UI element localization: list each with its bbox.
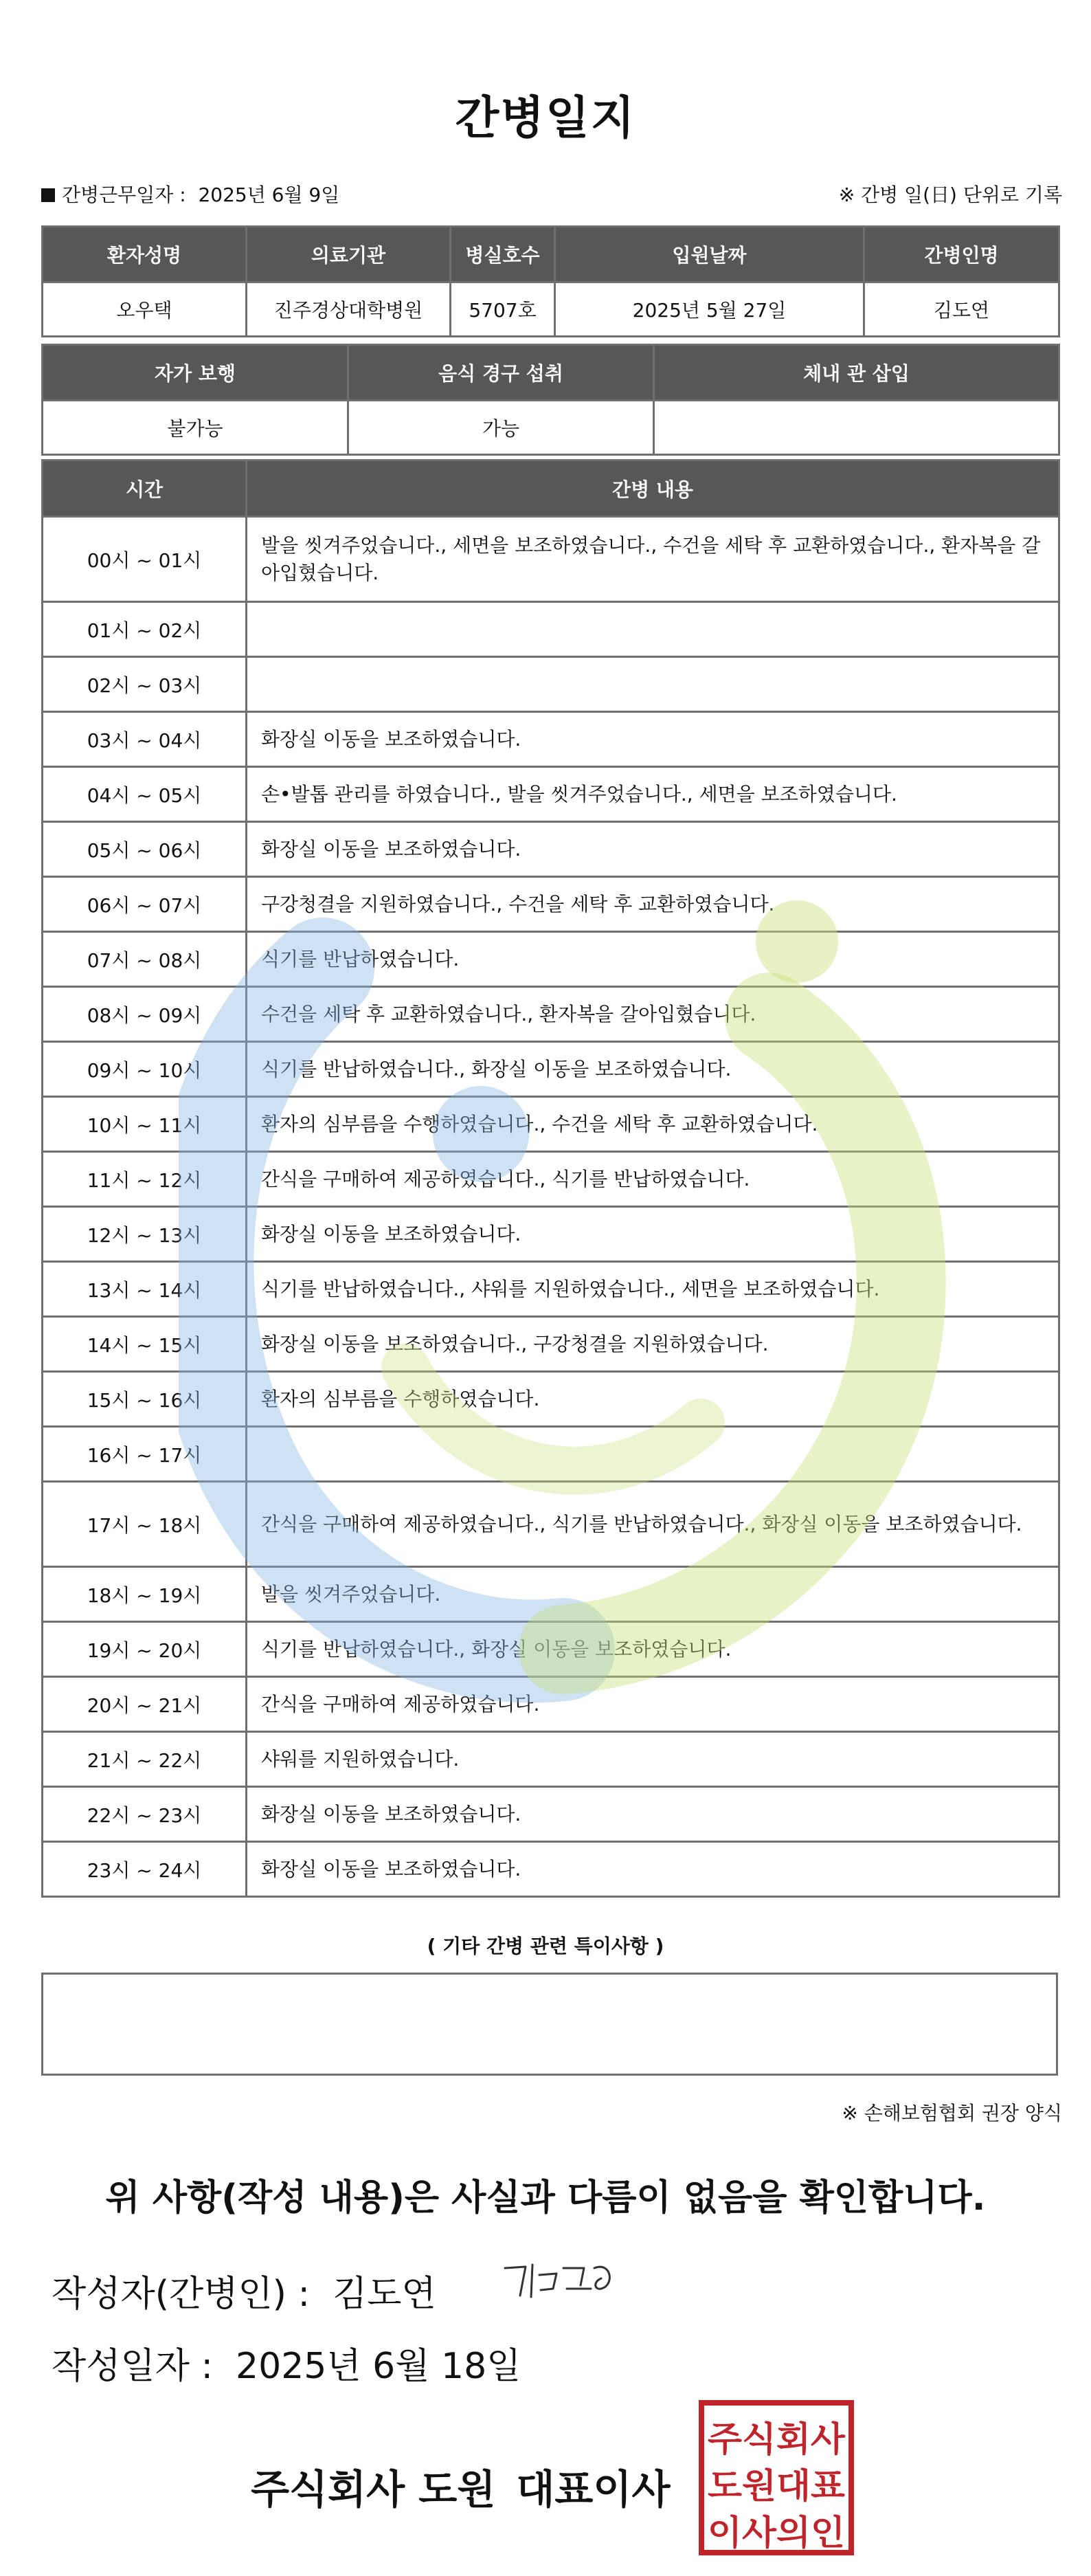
row-content: 손•발톱 관리를 하였습니다., 발을 씻겨주었습니다., 세면을 보조하였습니다. (247, 767, 1059, 822)
table-row (43, 1152, 1059, 1207)
table-row (43, 657, 1059, 712)
row-content: 수건을 세탁 후 교환하였습니다., 환자복을 갈아입혔습니다. (247, 987, 1059, 1042)
table-row (43, 767, 1059, 822)
row-time: 00시 ~ 01시 (43, 517, 247, 602)
care-log-table (41, 459, 1060, 1898)
work-date-line (41, 180, 339, 208)
row-content: 화장실 이동을 보조하였습니다. (247, 1842, 1059, 1897)
header-oral-intake: 음식 경구 섭취 (348, 345, 654, 401)
handwritten-signature (498, 2247, 622, 2309)
row-content (247, 602, 1059, 657)
row-time: 12시 ~ 13시 (43, 1207, 247, 1262)
svg-text:이사의인: 이사의인 (708, 2513, 845, 2553)
table-row (43, 1042, 1059, 1097)
row-time: 16시 ~ 17시 (43, 1427, 247, 1482)
row-content: 간식을 구매하여 제공하였습니다., 식기를 반납하였습니다., 화장실 이동을 보조하였습니다. (247, 1482, 1059, 1567)
header-hospital: 의료기관 (247, 227, 451, 282)
patient-info-table (41, 225, 1060, 337)
table-row (43, 1372, 1059, 1427)
confirm-statement: 위 사항(작성 내용)은 사실과 다름이 없음을 확인합니다. (105, 2177, 986, 2219)
row-content: 간식을 구매하여 제공하였습니다., 식기를 반납하였습니다. (247, 1152, 1059, 1207)
row-time: 14시 ~ 15시 (43, 1317, 247, 1372)
walking-value: 불가능 (43, 401, 348, 455)
header-tube: 체내 관 삽입 (654, 345, 1059, 401)
row-time: 03시 ~ 04시 (43, 712, 247, 767)
table-row (43, 1567, 1059, 1622)
hospital-name: 진주경상대학병원 (247, 282, 451, 337)
row-time: 07시 ~ 08시 (43, 932, 247, 987)
row-content: 화장실 이동을 보조하였습니다. (247, 1787, 1059, 1842)
table-row (43, 1262, 1059, 1317)
row-content: 간식을 구매하여 제공하였습니다. (247, 1677, 1059, 1732)
unit-note: ※ 간병 일(日) 단위로 기록 (838, 184, 1062, 206)
row-time: 05시 ~ 06시 (43, 822, 247, 877)
row-time: 08시 ~ 09시 (43, 987, 247, 1042)
header-content: 간병 내용 (247, 460, 1059, 517)
table-row (43, 1842, 1059, 1897)
table-row (43, 1622, 1059, 1677)
company-seal-stamp (697, 2399, 855, 2557)
row-time: 06시 ~ 07시 (43, 877, 247, 932)
company-line (251, 2457, 691, 2515)
row-content: 구강청결을 지원하였습니다., 수건을 세탁 후 교환하였습니다. (247, 877, 1059, 932)
table-row (43, 1732, 1059, 1787)
patient-status-table (41, 344, 1060, 456)
work-date-label: 간병근무일자 : (62, 184, 186, 206)
table-row (43, 987, 1059, 1042)
table-row (43, 602, 1059, 657)
writer-line (52, 2265, 436, 2316)
tube-value (654, 401, 1059, 455)
row-time: 23시 ~ 24시 (43, 1842, 247, 1897)
row-content: 화장실 이동을 보조하였습니다. (247, 712, 1059, 767)
row-time: 19시 ~ 20시 (43, 1622, 247, 1677)
row-content: 환자의 심부름을 수행하였습니다. (247, 1372, 1059, 1427)
table-row (43, 1787, 1059, 1842)
table-row (43, 712, 1059, 767)
row-time: 01시 ~ 02시 (43, 602, 247, 657)
row-content: 식기를 반납하였습니다., 화장실 이동을 보조하였습니다. (247, 1042, 1059, 1097)
row-time: 04시 ~ 05시 (43, 767, 247, 822)
table-row (43, 1097, 1059, 1152)
row-content: 화장실 이동을 보조하였습니다., 구강청결을 지원하였습니다. (247, 1317, 1059, 1372)
row-content: 발을 씻겨주었습니다., 세면을 보조하였습니다., 수건을 세탁 후 교환하였습니다., 환자복을 갈아입혔습니다. (247, 517, 1059, 602)
row-time: 09시 ~ 10시 (43, 1042, 247, 1097)
write-date-value: 2025년 6월 18일 (236, 2346, 521, 2387)
write-date-label: 작성일자 : (52, 2346, 213, 2387)
square-bullet-icon (41, 188, 55, 202)
table-row (43, 877, 1059, 932)
row-time: 10시 ~ 11시 (43, 1097, 247, 1152)
table-row (43, 1677, 1059, 1732)
room-number: 5707호 (451, 282, 555, 337)
header-time: 시간 (43, 460, 247, 517)
row-time: 11시 ~ 12시 (43, 1152, 247, 1207)
notes-box (41, 1973, 1058, 2076)
caregiver-name: 김도연 (864, 282, 1059, 337)
row-time: 02시 ~ 03시 (43, 657, 247, 712)
work-date-value: 2025년 6월 9일 (198, 184, 340, 206)
patient-name: 오우택 (43, 282, 247, 337)
table-row (43, 1482, 1059, 1567)
header-patient-name: 환자성명 (43, 227, 247, 282)
header-caregiver: 간병인명 (864, 227, 1059, 282)
row-content: 환자의 심부름을 수행하였습니다., 수건을 세탁 후 교환하였습니다. (247, 1097, 1059, 1152)
row-content: 식기를 반납하였습니다., 샤워를 지원하였습니다., 세면을 보조하였습니다. (247, 1262, 1059, 1317)
table-row (43, 517, 1059, 602)
row-time: 13시 ~ 14시 (43, 1262, 247, 1317)
writer-label: 작성자(간병인) : (52, 2274, 311, 2315)
writer-name: 김도연 (333, 2274, 436, 2315)
row-time: 15시 ~ 16시 (43, 1372, 247, 1427)
company-title: 대표이사 (516, 2466, 671, 2513)
table-row (43, 1427, 1059, 1482)
row-content: 식기를 반납하였습니다., 화장실 이동을 보조하였습니다. (247, 1622, 1059, 1677)
row-time: 20시 ~ 21시 (43, 1677, 247, 1732)
recommend-note: ※ 손해보험협회 권장 양식 (842, 2102, 1062, 2124)
row-content: 발을 씻겨주었습니다. (247, 1567, 1059, 1622)
svg-text:주식회사: 주식회사 (708, 2419, 846, 2459)
oral-intake-value: 가능 (348, 401, 654, 455)
row-time: 21시 ~ 22시 (43, 1732, 247, 1787)
header-admission-date: 입원날짜 (555, 227, 864, 282)
table-row (43, 1317, 1059, 1372)
header-room: 병실호수 (451, 227, 555, 282)
page-title: 간병일지 (455, 91, 636, 144)
table-row (43, 932, 1059, 987)
table-row (43, 822, 1059, 877)
table-row (43, 1207, 1059, 1262)
row-content: 화장실 이동을 보조하였습니다. (247, 1207, 1059, 1262)
row-time: 22시 ~ 23시 (43, 1787, 247, 1842)
header-walking: 자가 보행 (43, 345, 348, 401)
row-time: 17시 ~ 18시 (43, 1482, 247, 1567)
row-content: 화장실 이동을 보조하였습니다. (247, 822, 1059, 877)
row-content: 식기를 반납하였습니다. (247, 932, 1059, 987)
row-content (247, 1427, 1059, 1482)
row-time: 18시 ~ 19시 (43, 1567, 247, 1622)
admission-date: 2025년 5월 27일 (555, 282, 864, 337)
row-content: 샤워를 지원하였습니다. (247, 1732, 1059, 1787)
svg-text:도원대표: 도원대표 (708, 2466, 846, 2506)
notes-title: ( 기타 간병 관련 특이사항 ) (427, 1935, 664, 1957)
row-content (247, 657, 1059, 712)
write-date-line (52, 2337, 521, 2388)
company-name: 주식회사 도원 (251, 2466, 496, 2513)
